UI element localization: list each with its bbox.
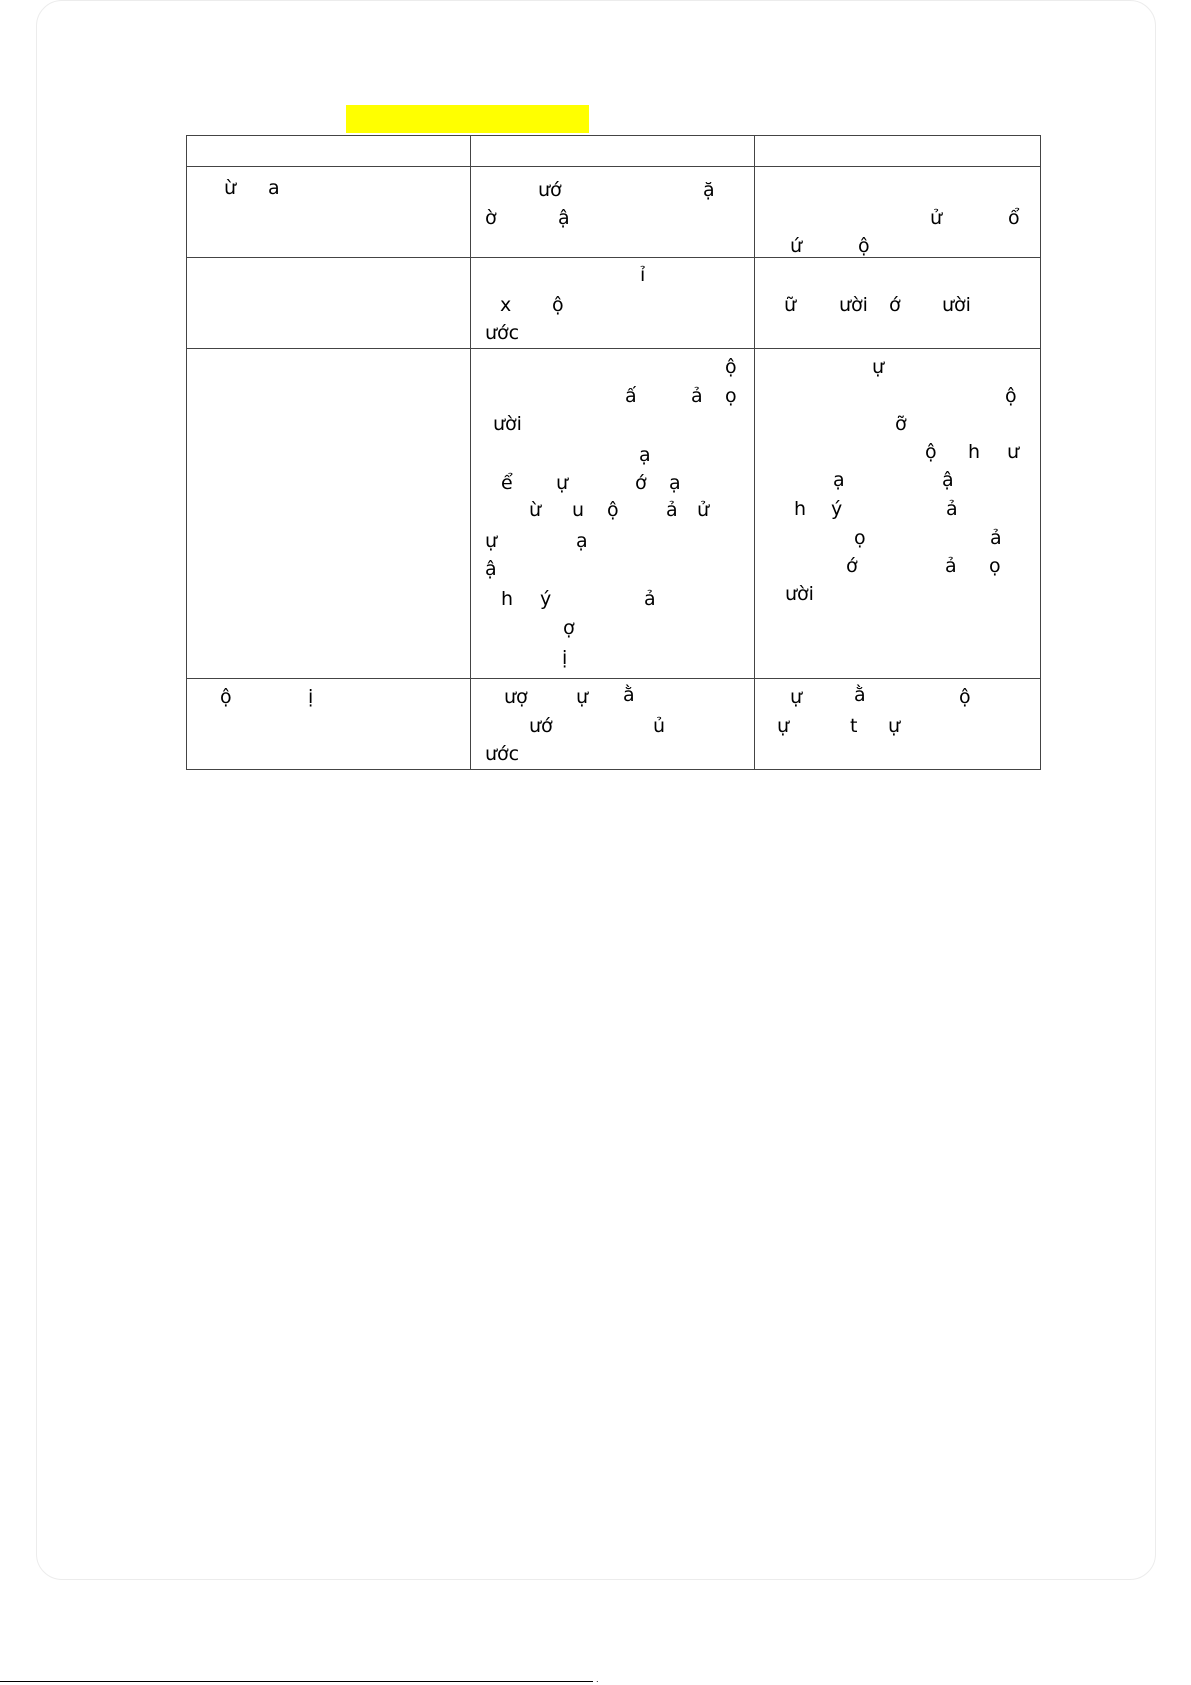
text-fragment: ử xyxy=(697,499,710,521)
text-fragment: ậ xyxy=(485,558,497,580)
text-fragment: ả xyxy=(644,588,656,610)
text-fragment: ủ xyxy=(653,715,666,737)
row2-col2-cell xyxy=(471,258,755,349)
text-fragment: ọ xyxy=(854,527,866,549)
text-fragment: h xyxy=(501,588,514,610)
row4-col3-cell xyxy=(755,679,1041,770)
text-fragment: ứ xyxy=(790,235,803,257)
text-fragment: ướ xyxy=(538,179,562,201)
text-fragment: ộ xyxy=(552,294,564,316)
text-fragment: ự xyxy=(556,472,569,494)
text-fragment: ả xyxy=(666,499,678,521)
header-row xyxy=(187,136,1041,167)
text-fragment: ự xyxy=(576,686,589,708)
text-fragment: ý xyxy=(540,588,552,610)
text-fragment: ằ xyxy=(623,684,635,706)
text-fragment: u xyxy=(572,499,585,521)
text-fragment: ờ xyxy=(485,207,497,229)
text-fragment: ấ xyxy=(625,385,637,407)
row3-col1-cell xyxy=(187,349,471,679)
text-fragment: t xyxy=(850,715,858,737)
text-fragment: ư xyxy=(1007,441,1020,463)
row4-col1-cell xyxy=(187,679,471,770)
table-row xyxy=(187,349,1041,679)
row4-col2-cell xyxy=(471,679,755,770)
text-fragment: a xyxy=(268,177,280,199)
text-fragment: ộ xyxy=(858,235,870,257)
text-fragment: ộ xyxy=(725,356,737,378)
row1-col2-cell xyxy=(471,167,755,258)
table-row xyxy=(187,258,1041,349)
text-fragment: ự xyxy=(790,686,803,708)
header-cell-3 xyxy=(755,136,1041,167)
text-fragment: ước xyxy=(485,322,520,344)
text-fragment: ộ xyxy=(1005,385,1017,407)
text-fragment: ặ xyxy=(703,179,715,201)
footnote-rule xyxy=(0,1681,593,1682)
yellow-highlight xyxy=(346,105,589,133)
text-fragment: ằ xyxy=(854,684,866,706)
table-row xyxy=(187,167,1041,258)
row2-col1-cell xyxy=(187,258,471,349)
text-fragment: ậ xyxy=(942,469,954,491)
text-fragment: ể xyxy=(501,472,513,494)
text-fragment: ừ xyxy=(529,499,542,521)
text-fragment: ớ xyxy=(846,555,858,577)
text-fragment: ả xyxy=(990,527,1002,549)
text-fragment: ử xyxy=(930,207,943,229)
text-fragment: ười xyxy=(839,294,868,316)
text-fragment: ự xyxy=(485,530,498,552)
text-fragment: ượ xyxy=(504,686,528,708)
text-fragment: ổ xyxy=(1008,207,1020,229)
text-fragment: ị xyxy=(308,686,314,708)
row1-col3-cell xyxy=(755,167,1041,258)
text-fragment: ỡ xyxy=(895,413,907,435)
text-fragment: ị xyxy=(562,647,568,669)
text-fragment: h xyxy=(968,441,981,463)
text-fragment: ữ xyxy=(784,294,797,316)
text-fragment: ạ xyxy=(669,472,681,494)
text-fragment: x xyxy=(500,294,512,316)
text-fragment: ự xyxy=(872,356,885,378)
header-cell-2 xyxy=(471,136,755,167)
row1-col1-cell xyxy=(187,167,471,258)
text-fragment: ười xyxy=(942,294,971,316)
text-fragment: ộ xyxy=(925,441,937,463)
text-fragment: ý xyxy=(831,498,843,520)
text-fragment: ướ xyxy=(529,715,553,737)
text-fragment: ớ xyxy=(635,472,647,494)
text-fragment: h xyxy=(794,498,807,520)
row3-col3-cell xyxy=(755,349,1041,679)
text-fragment: ự xyxy=(777,715,790,737)
text-fragment: ười xyxy=(785,583,814,605)
footnote-mark: . xyxy=(596,1675,599,1684)
text-fragment: ớ xyxy=(889,294,901,316)
text-fragment: ộ xyxy=(959,686,971,708)
document-table xyxy=(186,135,1041,770)
text-fragment: ậ xyxy=(558,207,570,229)
text-fragment: ả xyxy=(945,555,957,577)
text-fragment: ạ xyxy=(833,469,845,491)
text-fragment: ả xyxy=(691,385,703,407)
row3-col2-cell xyxy=(471,349,755,679)
text-fragment: ước xyxy=(485,743,520,765)
text-fragment: ả xyxy=(946,498,958,520)
table-row xyxy=(187,679,1041,770)
text-fragment: ộ xyxy=(607,499,619,521)
text-fragment: ợ xyxy=(563,617,575,639)
text-fragment: ạ xyxy=(576,530,588,552)
text-fragment: ộ xyxy=(220,686,232,708)
text-fragment: ọ xyxy=(725,385,737,407)
text-fragment: ọ xyxy=(989,555,1001,577)
text-fragment: ạ xyxy=(639,444,651,466)
row2-col3-cell xyxy=(755,258,1041,349)
header-cell-1 xyxy=(187,136,471,167)
text-fragment: ự xyxy=(888,715,901,737)
text-fragment: ừ xyxy=(224,177,237,199)
text-fragment: ỉ xyxy=(640,264,646,286)
text-fragment: ười xyxy=(493,413,522,435)
